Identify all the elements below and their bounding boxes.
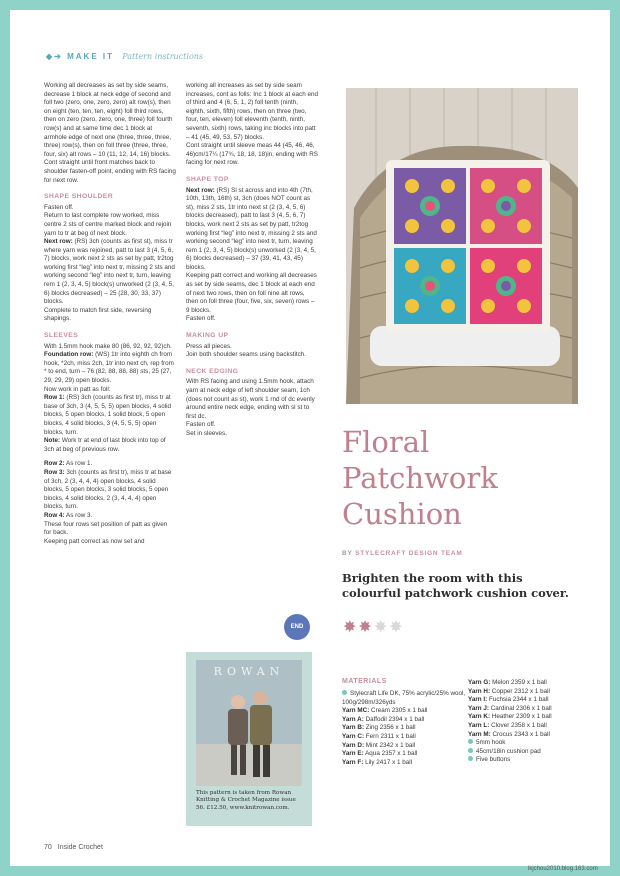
difficulty-rating xyxy=(343,619,405,637)
rating-star-icon: ✸ xyxy=(358,619,372,636)
title-line: Floral xyxy=(342,425,430,459)
row-text: (RS) 3ch (counts as first st), miss tr where yarn was rejoined, patt to last 3 (4, 5, 6, 7) blocks, work next 2 sts as set by patt, tr2tog working first “leg” into next tr, missing 2 sts and working second “leg” into next tr, turn, leaving rem 1 (2, 3, 4, 5) block(s) unworked (2 (3, 4, 5, 6) blocks decreased) – 25 (28, 30, 33, 37) blocks. xyxy=(44,238,175,306)
article-title xyxy=(342,424,498,532)
materials-item xyxy=(468,748,588,757)
paragraph xyxy=(44,394,176,437)
yarn-label: Yarn G: xyxy=(468,679,491,686)
heading-shape-top: SHAPE TOP xyxy=(186,175,229,183)
yarn-text: Clover 2358 x 1 ball xyxy=(491,721,547,729)
paragraph: Now work in patt as foll: xyxy=(44,385,111,393)
column-1 xyxy=(44,82,176,546)
row-label: Row 1: xyxy=(44,394,65,402)
extra-item: 5mm hook xyxy=(476,739,506,747)
yarn-label: Yarn B: xyxy=(342,724,365,732)
row-label: Row 3: xyxy=(44,468,65,476)
yarn-label: Yarn A: xyxy=(342,715,364,723)
byline-prefix: BY xyxy=(342,550,353,557)
paragraph xyxy=(44,351,176,385)
rating-star-icon: ✸ xyxy=(389,619,403,636)
heading-making-up: MAKING UP xyxy=(186,332,229,340)
yarn-main: Stylecraft Life DK, 75% acrylic/25% wool, 100g/298m/326yds xyxy=(342,690,466,706)
paragraph: Fasten off. xyxy=(186,421,216,429)
yarn-item xyxy=(468,722,588,731)
row-text: (RS) Sl st across and into 4th (7th, 10th, 13th, 16th) st, 3ch (does NOT count as st), miss 2 sts, 1tr into next st (2 (3, 4, 5, 6) blocks decreased), patt to last 3 (4, 5, 6, 7) blocks, work next 2 sts as set by patt, tr2tog working first “leg” into next tr, missing 2 sts and working second “leg” into next tr, turn, leaving rem 1 (2, 3, 4, 5) block(s) unworked (2 (3, 4, 5, 6) blocks decreased) – 37 (39, 41, 43, 45) blocks. xyxy=(186,186,317,271)
yarn-text: Zing 2356 x 1 ball xyxy=(365,724,416,732)
row-text: Work tr at end of last block into top of 3ch at beg of previous row. xyxy=(44,437,166,453)
magazine-cover-image xyxy=(196,660,302,786)
yarn-text: Melon 2359 x 1 ball xyxy=(492,679,547,686)
paragraph: With 1.5mm hook make 80 (86, 92, 92, 92)ch. xyxy=(44,342,172,350)
yarn-text: Cardinal 2306 x 1 ball xyxy=(490,704,552,712)
rating-star-icon: ✸ xyxy=(343,619,357,636)
extra-item: 45cm/18in cushion pad xyxy=(476,747,541,755)
paragraph: Join both shoulder seams using backstitch. xyxy=(186,351,307,359)
yarn-label: Yarn K: xyxy=(468,713,491,721)
row-label: Foundation row: xyxy=(44,351,94,359)
paragraph xyxy=(186,187,318,273)
paragraph: Keeping patt correct as now set and xyxy=(44,537,145,545)
yarn-text: Fuchsia 2344 x 1 ball xyxy=(489,696,549,704)
bullet-icon xyxy=(468,748,473,753)
byline xyxy=(342,550,463,557)
yarn-label: Yarn H: xyxy=(468,687,491,695)
page-footer xyxy=(44,844,103,851)
row-text: (WS) 1tr into eighth ch from hook, *2ch, miss 2ch, 1tr into next ch, rep from * to end, turn – 76 (82, 88, 88, 88) sts, 25 (27, 29, 29, 29) open blocks. xyxy=(44,351,174,384)
paragraph: Keeping patt correct and working all decreases as set by side seams, dec 1 block at each end of next two rows, then on foll nine alt rows, then on foll three (four, five, six, seven) rows – 9 blocks. xyxy=(186,272,317,314)
watermark: lkjchou2010.blog.163.com xyxy=(528,866,598,872)
yarn-label: Yarn MC: xyxy=(342,707,370,715)
row-label: Next row: xyxy=(44,238,73,246)
paragraph: Cont straight until sleeve meas 44 (45, 46, 46, 46)cm/17¼ (17¾, 18, 18, 18)in, ending with RS facing for next row. xyxy=(186,142,318,167)
yarn-item xyxy=(468,696,588,705)
yarn-label: Yarn L: xyxy=(468,721,490,729)
paragraph: Complete to match first side, reversing shapings. xyxy=(44,306,152,323)
yarn-text: Daffodil 2394 x 1 ball xyxy=(365,715,425,723)
heading-shape-shoulder: SHAPE SHOULDER xyxy=(44,193,114,201)
paragraph xyxy=(44,469,176,512)
header-arrow-icon: ◆➔ xyxy=(46,52,63,61)
bullet-icon xyxy=(468,739,473,744)
cushion-photo xyxy=(346,88,578,404)
paragraph xyxy=(44,512,176,521)
bullet-icon xyxy=(342,690,347,695)
ad-caption: This pattern is taken from Rowan Knitting & Crochet Magazine issue 56. £12.50, www.knitrowan.com. xyxy=(196,790,296,811)
yarn-item xyxy=(342,716,470,725)
paragraph: Working all decreases as set by side seams, decrease 1 block at neck edge of second and foll two (zero, one, zero, zero) alt row(s), then on eight (ten, ten, ten, eight) foll third rows, then on zero (zero, zero, one, three) foll fourth row(s) and at same time dec 1 block at armhole edge of next one (three, three, three, three) row(s), then on foll three (three, three, four, six) alt rows – 10 (11, 12, 14, 16) blocks. xyxy=(44,82,173,158)
rowan-logo: ROWAN xyxy=(213,665,285,678)
section-header xyxy=(46,52,203,61)
yarn-text: Lily 2417 x 1 ball xyxy=(365,758,413,766)
yarn-item xyxy=(342,759,470,768)
paragraph: Cont straight until front matches back to shoulder fasten-off point, ending with RS facing for next row. xyxy=(44,159,176,184)
paragraph: Fasten off. xyxy=(186,315,216,323)
paragraph xyxy=(44,238,176,307)
extra-item: Five buttons xyxy=(476,756,511,764)
yarn-label: Yarn M: xyxy=(468,730,491,738)
row-text: (RS) 3ch (counts as first tr), miss tr at base of 3ch, 3 (4, 5, 5, 5) open blocks, 4 solid blocks, 5 open blocks, 1 solid block, 5 open blocks, 4 solid blocks, 3 (4, 5, 5, 5) open blocks, turn. xyxy=(44,394,172,436)
paragraph xyxy=(44,437,176,454)
rowan-magazine-ad xyxy=(186,652,312,826)
row-text: As row 1. xyxy=(66,460,93,468)
paragraph: working all increases as set by side seam increases, cont as folls: Inc 1 block at each end of third and 4 (6, 5, 1, 2) foll tenth (ninth, eighth, sixth, fifth) rows, then on three (two, four, ten, eleven) foll eleventh (tenth, ninth, seventh, sixth) rows, taking inc blocks into patt – 41 (45, 49, 53, 57) blocks. xyxy=(186,82,318,141)
yarn-item xyxy=(342,750,470,759)
yarn-text: Fern 2311 x 1 ball xyxy=(365,732,416,740)
designer-name: STYLECRAFT DESIGN TEAM xyxy=(355,550,463,557)
yarn-text: Mint 2342 x 1 ball xyxy=(365,741,416,749)
materials-item xyxy=(468,739,588,748)
yarn-item xyxy=(468,679,588,688)
title-line: Patchwork xyxy=(342,461,498,495)
yarn-text: Aqua 2357 x 1 ball xyxy=(365,750,418,758)
yarn-text: Cream 2305 x 1 ball xyxy=(371,707,428,715)
yarn-label: Yarn D: xyxy=(342,741,365,749)
row-text: 3ch (counts as first tr), miss tr at base of 3ch, 2 (3, 4, 4, 4) open blocks, 4 solid blocks, 5 open blocks, 3 solid blocks, 5 open blocks, 4 solid blocks, 2 (3, 4, 4, 4) open blocks, turn. xyxy=(44,468,172,511)
end-badge: END xyxy=(284,614,310,640)
page-number: 70 xyxy=(44,844,52,851)
paragraph: Set in sleeves. xyxy=(186,429,227,437)
paragraph: These four rows set position of patt as given for back. xyxy=(44,520,168,537)
yarn-label: Yarn C: xyxy=(342,732,365,740)
materials-column-1 xyxy=(342,690,470,767)
row-label: Note: xyxy=(44,437,61,445)
materials-heading: MATERIALS xyxy=(342,678,387,685)
materials-item xyxy=(342,690,470,707)
magazine-page xyxy=(10,10,610,866)
yarn-item xyxy=(342,707,470,716)
yarn-item xyxy=(342,742,470,751)
paragraph: Return to last complete row worked, miss centre 2 sts of centre marked block and rejoin yarn to tr at beg of next block. xyxy=(44,212,172,237)
heading-sleeves: SLEEVES xyxy=(44,332,79,340)
magazine-name: Inside Crochet xyxy=(57,844,103,851)
yarn-item xyxy=(468,688,588,697)
yarn-item xyxy=(342,724,470,733)
yarn-item xyxy=(468,713,588,722)
row-label: Next row: xyxy=(186,186,215,194)
yarn-label: Yarn I: xyxy=(468,696,488,704)
row-label: Row 4: xyxy=(44,511,65,519)
paragraph: Fasten off. xyxy=(44,203,74,211)
standfirst: Brighten the room with this colourful patchwork cushion cover. xyxy=(342,571,569,600)
paragraph xyxy=(44,460,176,469)
column-2 xyxy=(186,82,318,439)
title-line: Cushion xyxy=(342,497,462,531)
paragraph: Press all pieces. xyxy=(186,342,232,350)
yarn-text: Heather 2309 x 1 ball xyxy=(491,713,552,721)
row-label: Row 2: xyxy=(44,460,65,468)
yarn-item xyxy=(342,733,470,742)
yarn-text: Crocus 2343 x 1 ball xyxy=(492,730,550,738)
row-text: As row 3. xyxy=(66,511,93,519)
bullet-icon xyxy=(468,756,473,761)
heading-neck-edging: NECK EDGING xyxy=(186,367,239,375)
section-subtitle: Pattern instructions xyxy=(122,52,204,61)
materials-item xyxy=(468,756,588,765)
yarn-item xyxy=(468,731,588,740)
paragraph: With RS facing and using 1.5mm hook, attach yarn at neck edge of left shoulder seam, 1ch (does not count as st), work 1 rnd of dc evenly around entire neck edge, ending with sl st to first dc. xyxy=(186,378,315,420)
yarn-label: Yarn F: xyxy=(342,758,364,766)
yarn-item xyxy=(468,705,588,714)
rating-star-icon: ✸ xyxy=(373,619,388,636)
yarn-label: Yarn E: xyxy=(342,750,364,758)
yarn-text: Copper 2312 x 1 ball xyxy=(491,687,550,695)
materials-column-2 xyxy=(468,679,588,765)
section-label: MAKE IT xyxy=(67,52,114,61)
yarn-label: Yarn J: xyxy=(468,704,489,712)
